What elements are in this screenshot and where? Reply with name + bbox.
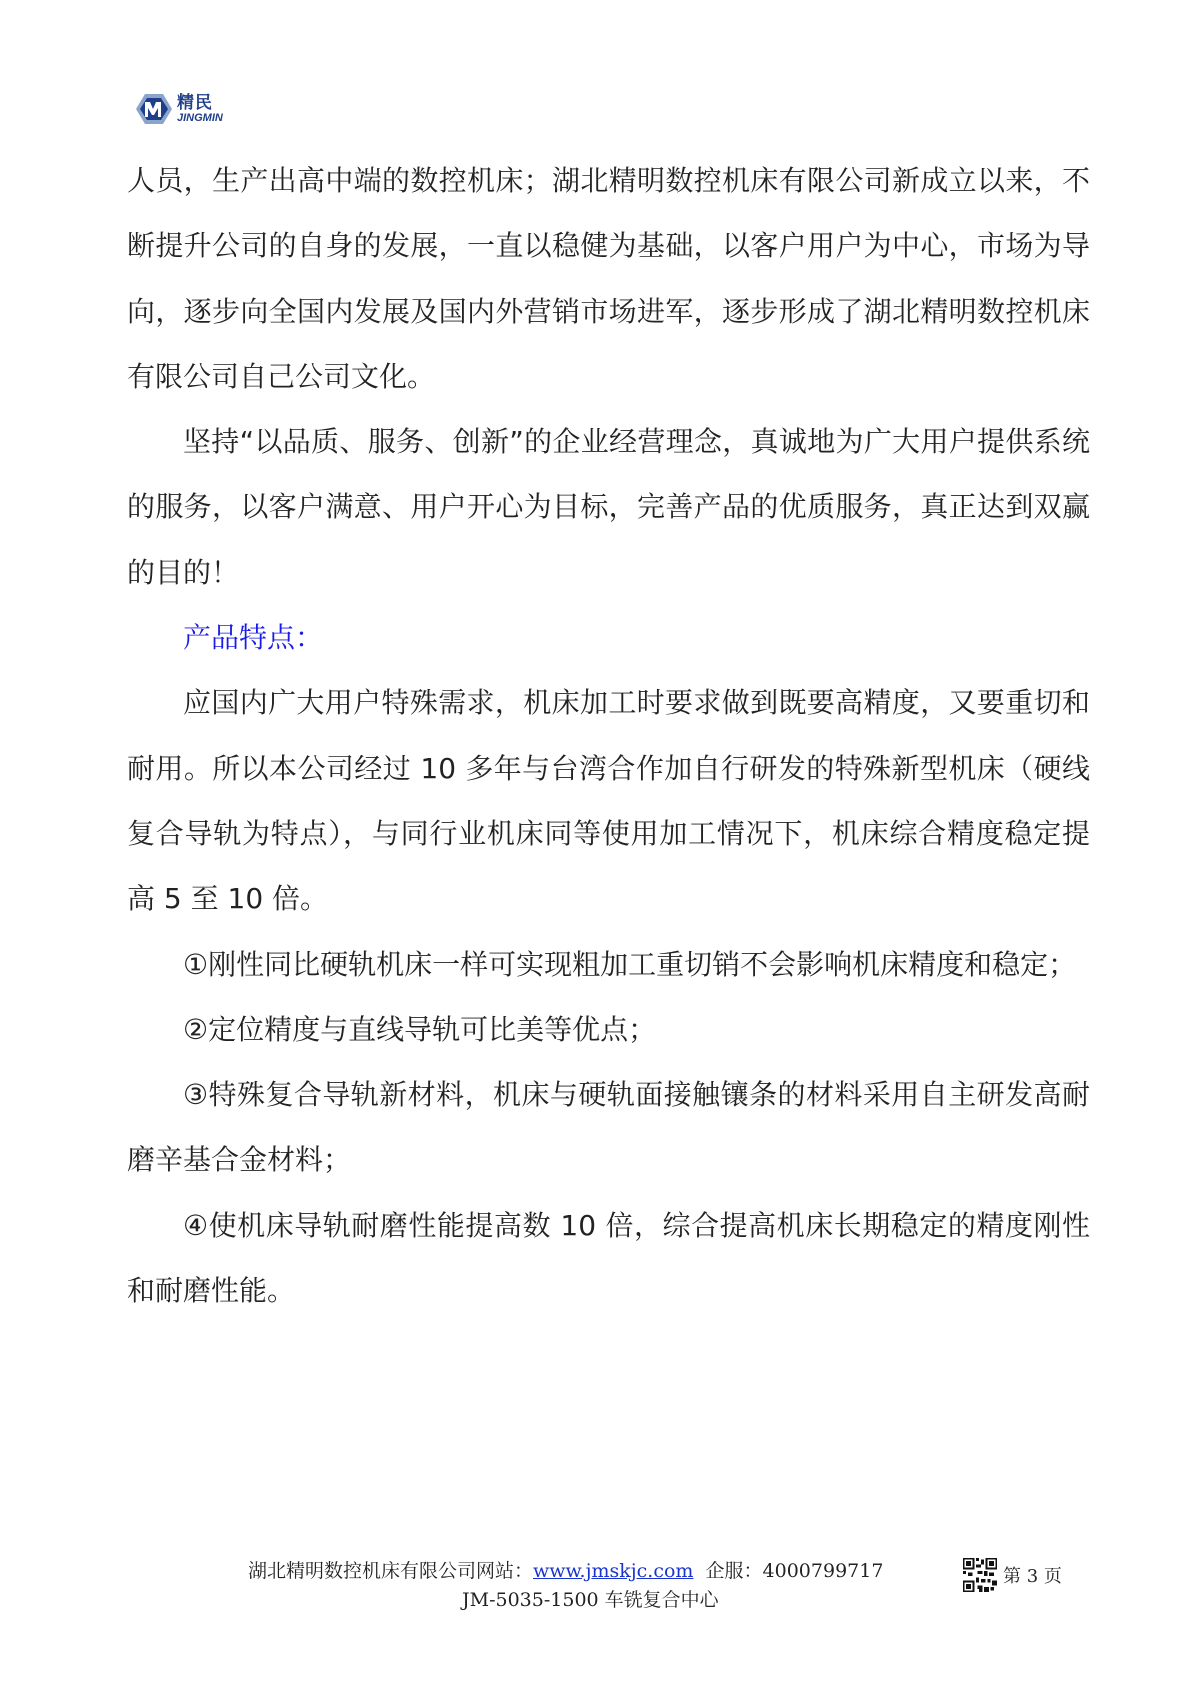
qr-code-icon: [963, 1558, 997, 1592]
website-link[interactable]: www.jmskjc.com: [533, 1560, 694, 1582]
paragraph-business-philosophy: 坚持“以品质、服务、创新”的企业经营理念，真诚地为广大用户提供系统的服务，以客户满意、用户开心为目标，完善产品的优质服务，真正达到双赢的目的！: [127, 425, 1090, 589]
feature-item-1: ①刚性同比硬轨机床一样可实现粗加工重切销不会影响机床精度和稳定；: [183, 947, 1077, 981]
footer-model-line: JM-5035-1500 车铣复合中心: [462, 1589, 719, 1611]
company-logo: [133, 92, 223, 126]
footer-phone: 4000799717: [762, 1560, 884, 1582]
paragraph-product-intro: 应国内广大用户特殊需求，机床加工时要求做到既要高精度，又要重切和耐用。所以本公司经过 10 多年与台湾合作加自行研发的特殊新型机床（硬线复合导轨为特点），与同行业机床同等使用加工情况下，机床综合精度稳定提高 5 至 10 倍。: [127, 686, 1090, 916]
footer-contact-line: [248, 1556, 883, 1583]
paragraph-company-development: 人员，生产出高中端的数控机床；湖北精明数控机床有限公司新成立以来，不断提升公司的自身的发展，一直以稳健为基础，以客户用户为中心，市场为导向，逐步向全国内发展及国内外营销市场进军，逐步形成了湖北精明数控机床有限公司自己公司文化。: [127, 164, 1090, 393]
footer-company-label: 湖北精明数控机床有限公司网站：: [248, 1560, 534, 1582]
document-body: [127, 148, 1090, 1323]
logo-text-cn: 精民: [177, 92, 213, 113]
feature-item-3: ③特殊复合导轨新材料，机床与硬轨面接触镶条的材料采用自主研发高耐磨辛基合金材料；: [127, 1078, 1090, 1177]
feature-item-2: ②定位精度与直线导轨可比美等优点；: [183, 1012, 657, 1046]
footer-service-label: 企服：: [705, 1560, 763, 1582]
logo-text-en: JINGMIN: [177, 111, 223, 124]
feature-item-4: ④使机床导轨耐磨性能提高数 10 倍，综合提高机床长期稳定的精度刚性和耐磨性能。: [127, 1208, 1090, 1308]
jm-logo-icon: [133, 92, 173, 126]
page-number: 第 3 页: [1003, 1566, 1062, 1587]
section-heading-product-features: 产品特点：: [183, 621, 324, 655]
